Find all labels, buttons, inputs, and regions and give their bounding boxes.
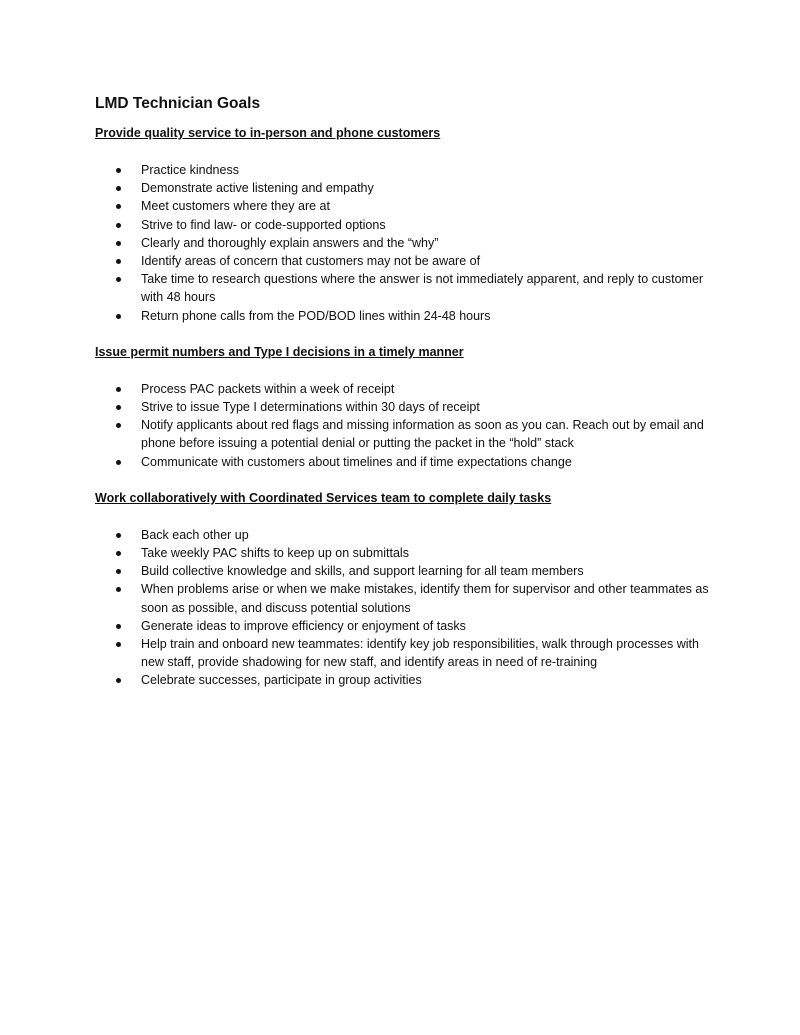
list-item — [95, 179, 715, 197]
bullet-list-permits — [95, 380, 715, 471]
list-item-text: When problems arise or when we make mistakes, identify them for supervisor and other teammates as soon as possible, and discuss potential solutions — [141, 582, 709, 615]
list-item-text: Communicate with customers about timelines and if time expectations change — [141, 454, 572, 469]
list-item — [95, 307, 715, 325]
bullet-icon — [116, 460, 121, 465]
list-item — [95, 453, 715, 471]
list-item-text: Practice kindness — [141, 163, 239, 177]
list-item — [95, 270, 715, 306]
list-item-text: Notify applicants about red flags and missing information as soon as you can. Reach out by email and phone before issuing a potential denial or putting the packet in the “hold” stack — [141, 418, 704, 451]
bullet-icon — [116, 423, 121, 428]
document-content — [95, 94, 715, 690]
list-item-text: Return phone calls from the POD/BOD lines within 24-48 hours — [141, 308, 491, 323]
list-item-text: Back each other up — [141, 527, 249, 542]
list-item-text: Generate ideas to improve efficiency or enjoyment of tasks — [141, 618, 466, 633]
list-item — [95, 234, 715, 252]
bullet-list-customer-service — [95, 161, 715, 325]
bullet-icon — [116, 551, 121, 556]
bullet-icon — [116, 186, 121, 191]
list-item-text: Process PAC packets within a week of receipt — [141, 381, 395, 396]
list-item — [95, 635, 715, 671]
list-item-text: Identify areas of concern that customers may not be aware of — [141, 254, 481, 269]
list-item — [95, 398, 715, 416]
list-item — [95, 252, 715, 270]
section-heading-customer-service: Provide quality service to in-person and phone customers — [95, 126, 441, 140]
bullet-icon — [116, 624, 121, 629]
list-item — [95, 526, 715, 544]
list-item-text: Celebrate successes, participate in group activities — [141, 673, 422, 688]
bullet-list-collaboration — [95, 526, 715, 690]
bullet-icon — [116, 569, 121, 574]
list-item — [95, 161, 715, 179]
bullet-icon — [116, 405, 121, 410]
list-item — [95, 416, 715, 452]
list-item — [95, 216, 715, 234]
list-item — [95, 562, 715, 580]
bullet-icon — [116, 533, 121, 538]
document-title: LMD Technician Goals — [95, 95, 261, 112]
bullet-icon — [116, 642, 121, 647]
bullet-icon — [116, 241, 121, 246]
list-item-text: Meet customers where they are at — [141, 199, 330, 214]
list-item-text: Demonstrate active listening and empathy — [141, 181, 374, 196]
list-item — [95, 544, 715, 562]
list-item — [95, 671, 715, 689]
list-item-text: Clearly and thoroughly explain answers and the “why” — [141, 235, 439, 250]
section-heading-collaboration: Work collaboratively with Coordinated Services team to complete daily tasks — [95, 490, 552, 505]
bullet-icon — [116, 259, 121, 264]
bullet-icon — [116, 277, 121, 282]
list-item — [95, 580, 715, 616]
list-item — [95, 380, 715, 398]
bullet-icon — [116, 168, 121, 173]
bullet-icon — [116, 314, 121, 319]
bullet-icon — [116, 587, 121, 592]
section-heading-permits: Issue permit numbers and Type I decisions in a timely manner — [95, 344, 464, 359]
list-item-text: Strive to issue Type I determinations within 30 days of receipt — [141, 400, 480, 415]
list-item-text: Strive to find law- or code-supported options — [141, 217, 386, 232]
bullet-icon — [116, 204, 121, 209]
list-item-text: Help train and onboard new teammates: identify key job responsibilities, walk through processes with new staff, provide shadowing for new staff, and identify areas in need of re-training — [141, 637, 699, 670]
bullet-icon — [116, 678, 121, 683]
list-item — [95, 617, 715, 635]
list-item — [95, 197, 715, 215]
bullet-icon — [116, 223, 121, 228]
list-item-text: Take time to research questions where the answer is not immediately apparent, and reply to customer with 48 hours — [141, 272, 704, 305]
list-item-text: Take weekly PAC shifts to keep up on submittals — [141, 546, 409, 561]
list-item-text: Build collective knowledge and skills, and support learning for all team members — [141, 564, 584, 579]
bullet-icon — [116, 387, 121, 392]
